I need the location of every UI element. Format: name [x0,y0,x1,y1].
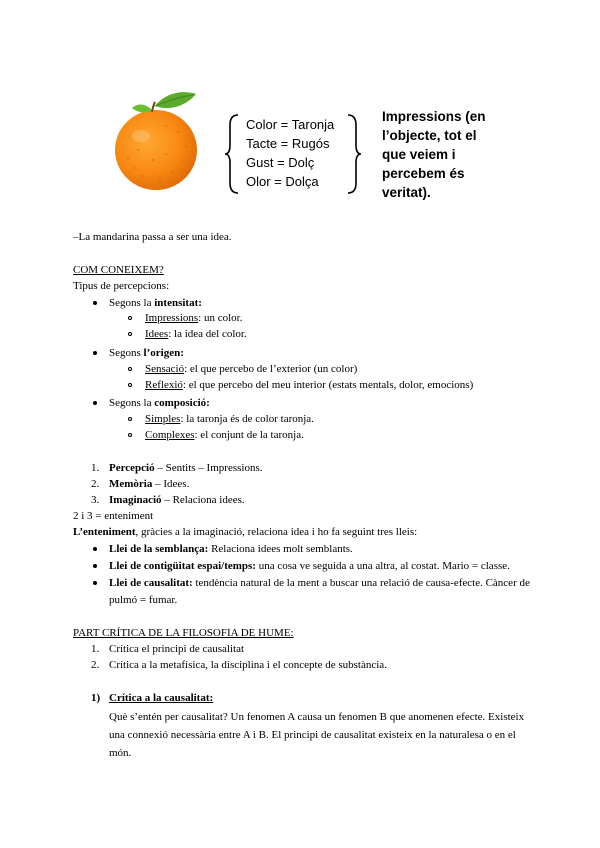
circle-bullet-icon [128,367,132,371]
group-origen [109,345,184,361]
section-heading-text: COM CONEIXEM? [73,264,164,276]
circle-bullet-icon [128,417,132,421]
item-rest: : el que percebo de l’exterior (un color) [184,363,358,375]
bullet-icon [93,301,97,305]
impressions-note [382,107,517,202]
paragraph-line: una connexió necessària entre A i B. El principi de causalitat existeix en la naturalesa o en el [109,729,516,741]
impressions-note-line: veritat). [382,185,431,200]
attribute-tacte: Tacte = Rugós [246,136,330,151]
percepcions-subheading: Tipus de percepcions: [73,280,170,292]
item-number: 2. [91,478,100,490]
numbered-item-imaginacio [91,492,245,508]
item-term: Reflexió [145,379,183,391]
bullet-icon [93,564,97,568]
law-bold: Llei de causalitat: [109,577,193,589]
attribute-olor: Olor = Dolça [246,174,319,189]
item-bold: Imaginació [109,494,162,506]
item-rest: : el que percebo del meu interior (estats mentals, dolor, emocions) [182,379,474,391]
group-composicio [109,395,210,411]
item-bold: Percepció [109,462,155,474]
section-heading-part-critica [73,625,294,641]
attribute-color: Color = Taronja [246,117,335,132]
enteniment-line [73,524,417,540]
bullet-icon [93,581,97,585]
impressions-note-line: l’objecte, tot el [382,128,477,143]
causalitat-paragraph [109,708,524,762]
group-prefix: Segons [109,347,144,359]
circle-bullet-icon [128,316,132,320]
enteniment-rest: , gràcies a la imaginació, relaciona idea i ho fa seguint tres lleis: [135,526,418,538]
item-rest: – Idees. [152,478,190,490]
group-bold: l’origen: [143,347,184,359]
critica-item-1 [91,641,244,657]
group-bold: composició: [154,397,210,409]
intro-line: –La mandarina passa a ser una idea. [73,231,232,243]
item-rest: : un color. [198,312,243,324]
equation-line: 2 i 3 = enteniment [73,510,154,522]
circle-bullet-icon [128,383,132,387]
item-rest: : el conjunt de la taronja. [194,429,304,441]
sub-number: 1) [91,692,101,704]
item-simples [145,411,314,427]
law-causalitat-continued: pulmó = fumar. [109,594,178,606]
law-rest: una cosa ve seguida a una altra, al costat. Mario = classe. [255,560,510,572]
section-heading-com-coneixem [73,262,164,278]
law-rest: tendència natural de la ment a buscar una relació de causa-efecte. Càncer de [192,577,530,589]
group-prefix: Segons la [109,397,155,409]
bullet-icon [93,401,97,405]
subheading-critica-causalitat [91,690,213,706]
section-heading-text: PART CRÍTICA DE LA FILOSOFIA DE HUME: [73,627,294,639]
law-contiguitat [109,558,510,574]
sub-heading-text: Crítica a la causalitat: [109,692,214,704]
enteniment-bold: L’enteniment [73,526,136,538]
item-text: Crítica el principi de causalitat [109,643,245,655]
critica-item-2 [91,657,387,673]
group-bold: intensitat: [154,297,202,309]
left-brace-icon [224,113,240,195]
numbered-item-percepcio [91,460,262,476]
law-rest: Relaciona idees molt semblants. [208,543,353,555]
item-term: Simples [145,413,181,425]
orange-attributes [246,115,334,191]
item-text: Crítica a la metafísica, la disciplina i el concepte de substància. [109,659,387,671]
right-brace-icon [346,113,362,195]
item-number: 1. [91,462,100,474]
law-bold: Llei de la semblança: [109,543,209,555]
item-impressions [145,310,242,326]
impressions-note-line: Impressions (en [382,109,486,124]
paragraph-line: món. [109,747,132,759]
numbered-item-memoria [91,476,189,492]
impressions-note-line: que veiem i [382,147,456,162]
bullet-icon [93,351,97,355]
law-causalitat [109,575,530,591]
item-rest: : la idea del color. [168,328,247,340]
item-rest: – Relaciona idees. [161,494,245,506]
item-number: 2. [91,659,100,671]
impressions-note-line: percebem és [382,166,465,181]
law-bold: Llei de contigüitat espai/temps: [109,560,256,572]
item-number: 1. [91,643,100,655]
group-intensitat [109,295,202,311]
item-term: Impressions [145,312,199,324]
circle-bullet-icon [128,433,132,437]
item-complexes [145,427,304,443]
item-bold: Memòria [109,478,153,490]
item-term: Complexes [145,429,195,441]
law-semblanca [109,541,353,557]
item-idees [145,326,247,342]
item-term: Sensació [145,363,185,375]
attribute-gust: Gust = Dolç [246,155,315,170]
item-sensacio [145,361,357,377]
group-prefix: Segons la [109,297,155,309]
paragraph-line: Què s’entén per causalitat? Un fenomen A causa un fenomen B que anomenen efecte. Existeix [109,711,525,723]
bullet-icon [93,547,97,551]
item-rest: – Sentits – Impressions. [154,462,263,474]
item-rest: : la taronja és de color taronja. [180,413,314,425]
item-reflexio [145,377,473,393]
item-number: 3. [91,494,100,506]
orange-icon [108,88,208,198]
circle-bullet-icon [128,332,132,336]
item-term: Idees [145,328,169,340]
